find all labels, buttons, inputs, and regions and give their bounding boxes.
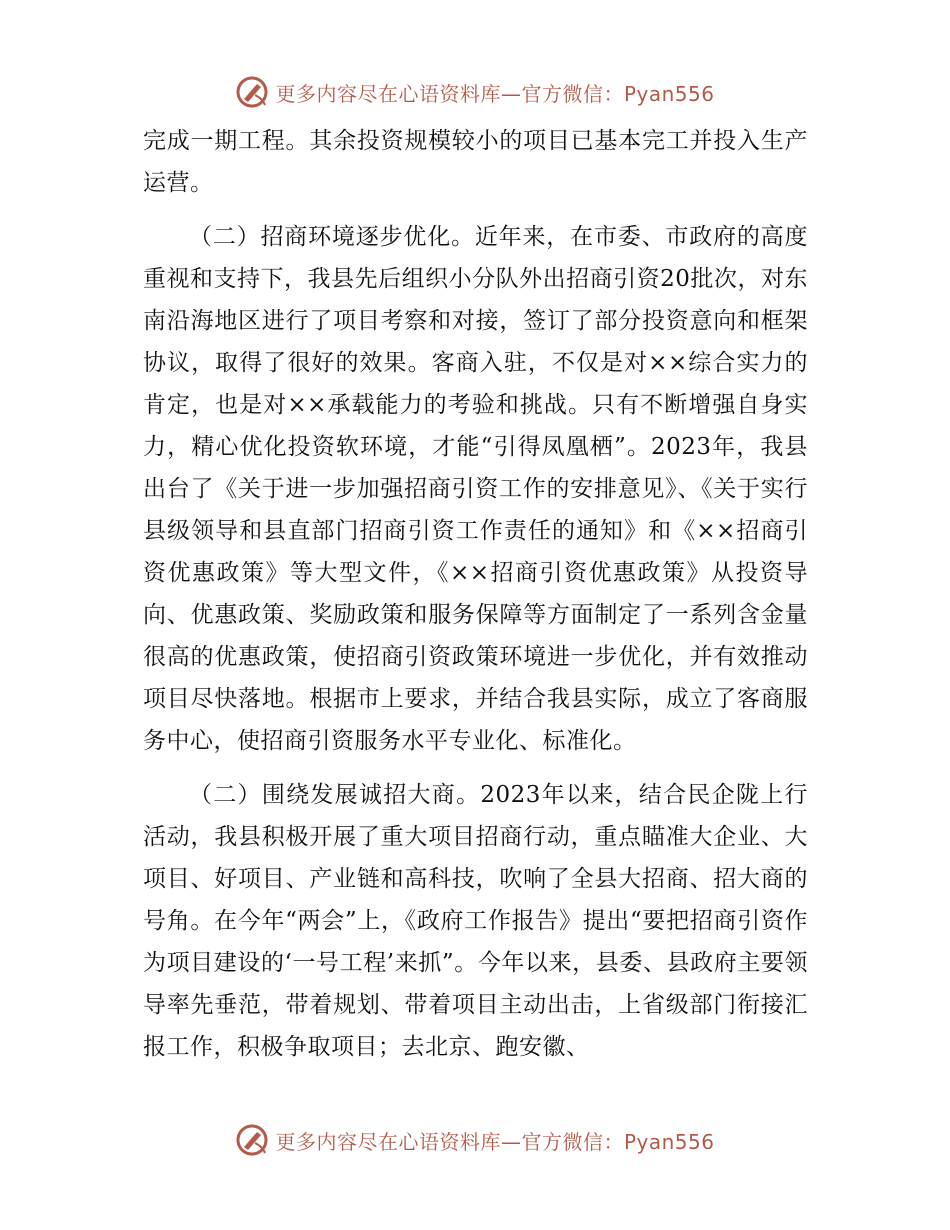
footer-watermark [0, 1120, 950, 1160]
paragraph-continuation: 完成一期工程。其余投资规模较小的项目已基本完工并投入生产运营。 [143, 128, 808, 196]
document-body [143, 120, 808, 1080]
watermark-text: 更多内容尽在心语资料库—官方微信：Pyan556 [275, 1129, 715, 1154]
watermark-logo-icon [235, 1123, 269, 1157]
paragraph-investment-environment: （二）招商环境逐步优化。近年来，在市委、市政府的高度重视和支持下，我县先后组织小分队外出招商引资20批次，对东南沿海地区进行了项目考察和对接，签订了部分投资意向和框架协议，取得了很好的效果。客商入驻，不仅是对××综合实力的肯定，也是对××承载能力的考验和挑战。只有不断增强自身实力，精心优化投资软环境，才能“引得凤凰栖”。2023年，我县出台了《关于进一步加强招商引资工作的安排意见》、《关于实行县级领导和县直部门招商引资工作责任的通知》和《××招商引资优惠政策》等大型文件，《××招商引资优惠政策》从投资导向、优惠政策、奖励政策和服务保障等方面制定了一系列含金量很高的优惠政策，使招商引资政策环境进一步优化，并有效推动项目尽快落地。根据市上要求，并结合我县实际，成立了客商服务中心，使招商引资服务水平专业化、标准化。 [143, 224, 808, 754]
watermark-text: 更多内容尽在心语资料库—官方微信：Pyan556 [275, 81, 715, 106]
watermark-logo-icon [235, 75, 269, 109]
paragraph-attract-big-business: （二）围绕发展诚招大商。2023年以来，结合民企陇上行活动，我县积极开展了重大项目招商行动，重点瞄准大企业、大项目、好项目、产业链和高科技，吹响了全县大招商、招大商的号角。在今年“两会”上，《政府工作报告》提出“要把招商引资作为项目建设的‘一号工程’来抓”。今年以来，县委、县政府主要领导率先垂范，带着规划、带着项目主动出击，上省级部门衔接汇报工作，积极争取项目；去北京、跑安徽、 [143, 782, 808, 1060]
header-watermark [0, 72, 950, 112]
